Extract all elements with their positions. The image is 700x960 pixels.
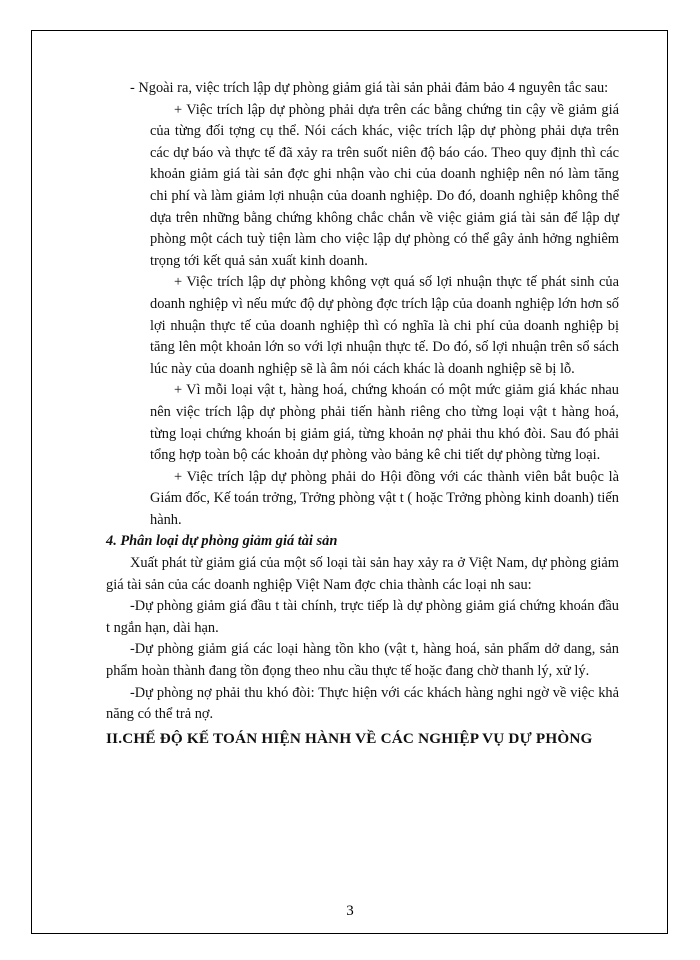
category-2: -Dự phòng giảm giá các loại hàng tồn kho (vật t, hàng hoá, sản phẩm dở dang, sản phẩm hoàn thành đang tồn đọng theo nhu cầu thực tế hoặc đang chờ thanh lý, xử lý. bbox=[106, 641, 619, 680]
category-3: -Dự phòng nợ phải thu khó đòi: Thực hiện với các khách hàng nghi ngờ về việc khả năng có thể trả nợ. bbox=[106, 684, 619, 723]
category-1: -Dự phòng giảm giá đầu t tài chính, trực tiếp là dự phòng giảm giá chứng khoán đầu t ngắn hạn, dài hạn. bbox=[106, 598, 619, 636]
document-body bbox=[106, 78, 619, 749]
intro-paragraph: - Ngoài ra, việc trích lập dự phòng giảm giá tài sản phải đảm bảo 4 nguyên tắc sau: bbox=[130, 80, 609, 96]
principle-2: + Việc trích lập dự phòng không vợt quá số lợi nhuận thực tế phát sinh của doanh nghiệp vì nếu mức độ dự phòng đợc trích lập của doanh nghiệp lớn hơn số lợi nhuận thực tế của doanh nghiệp thì có nghĩa là chi phí của doanh nghiệp bị tăng lên một khoản lớn so với lợi nhuận thực tế. Do đó, số lợi nhuận trên sổ sách lúc này của doanh nghiệp sẽ là âm nói cách khác là doanh nghiệp sẽ bị lỗ. bbox=[150, 274, 619, 377]
section-title: 4. Phân loại dự phòng giảm giá tài sản bbox=[106, 533, 338, 550]
principle-4: + Việc trích lập dự phòng phải do Hội đồng với các thành viên bắt buộc là Giám đốc, Kế toán trởng, Trởng phòng vật t ( hoặc Trởng phòng kinh doanh) tiến hành. bbox=[150, 468, 619, 528]
principle-3: + Vì mỗi loại vật t, hàng hoá, chứng khoán có một mức giảm giá khác nhau nên việc trích lập dự phòng phải tiến hành riêng cho từng loại vật t hàng hoá, từng loại chứng khoán bị giảm giá, từng khoản nợ phải thu khó đòi. Sau đó phải tổng hợp toàn bộ các khoản dự phòng vào bảng kê chi tiết dự phòng từng loại. bbox=[150, 382, 619, 464]
principle-1: + Việc trích lập dự phòng phải dựa trên các bằng chứng tin cậy về giảm giá của từng đối tợng cụ thể. Nói cách khác, việc trích lập dự phòng phải dựa trên các dự báo và thực tế đã xảy ra trên suốt niên độ báo cáo. Theo quy định thì các khoản giảm giá tài sản đợc ghi nhận vào chi của doanh nghiệp nên nó làm tăng chi phí và làm giảm lợi nhuận của doanh nghiệp. Do đó, doanh nghiệp không thể dựa trên những bằng chứng không chắc chắn về việc giảm giá tài sản để lập dự phòng một cách tuỳ tiện làm cho việc lập dự phòng có thể gây ảnh hởng nghiêm trọng tới kết quả sản xuất kinh doanh. bbox=[150, 101, 619, 269]
section-heading: II.CHẾ ĐỘ KẾ TOÁN HIỆN HÀNH VỀ CÁC NGHIỆP VỤ DỰ PHÒNG bbox=[106, 729, 593, 747]
section-intro: Xuất phát từ giảm giá của một số loại tài sản hay xảy ra ở Việt Nam, dự phòng giảm giá tài sản của các doanh nghiệp Việt Nam đợc chia thành các loại nh sau: bbox=[106, 555, 619, 593]
page-number: 3 bbox=[346, 903, 354, 919]
